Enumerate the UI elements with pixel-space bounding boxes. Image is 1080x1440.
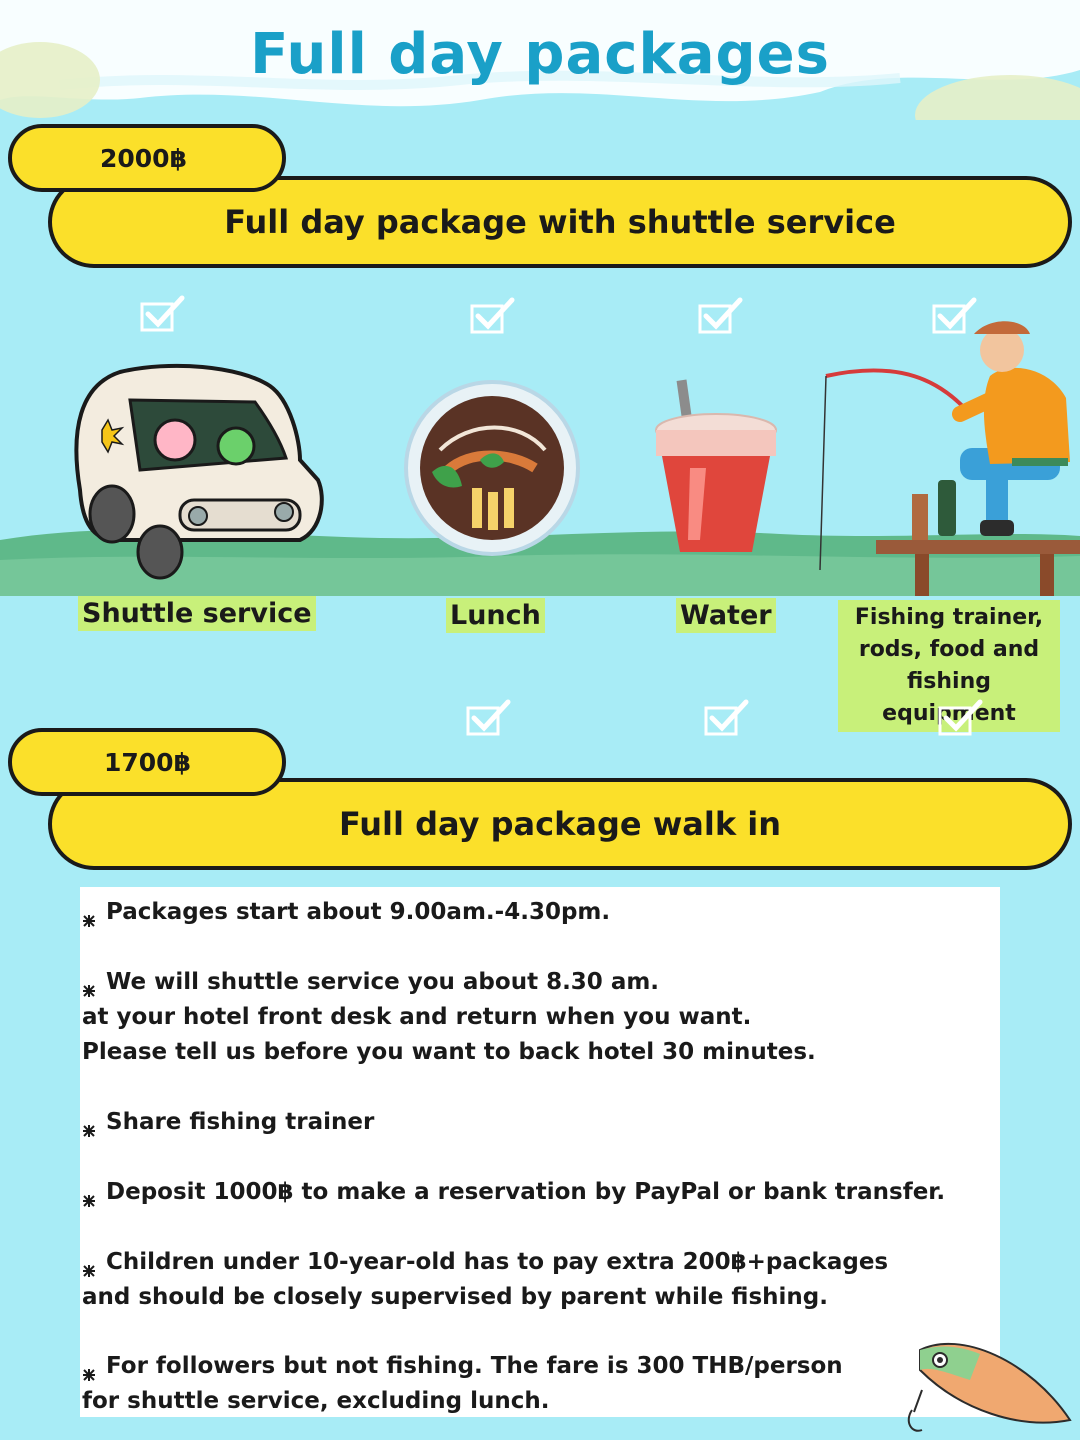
feature-label-shuttle: Shuttle service: [78, 596, 316, 631]
page-title: Full day packages: [250, 22, 830, 87]
info-item-followers: For followers but not fishing. The fare is 300 THB/person for shuttle service, excluding lunch.: [82, 1353, 843, 1414]
sparkle-bullet-icon: [82, 974, 96, 988]
info-item-shuttle: We will shuttle service you about 8.30 am. at your hotel front desk and return when you want. Please tell us before you want to back hotel 30 minutes.: [82, 969, 816, 1065]
feature-label-water: Water: [676, 598, 776, 633]
package-1-price-badge: 2000฿: [8, 124, 286, 192]
package-2-price-badge: 1700฿: [8, 728, 286, 796]
feature-label-fishing-line: Fishing trainer,: [854, 605, 1044, 630]
check-icon: [938, 698, 984, 738]
info-item-trainer: Share fishing trainer: [82, 1105, 374, 1140]
feature-label-fishing-line: fishing equipment: [882, 668, 1016, 726]
drink-cup-icon: [656, 380, 776, 552]
info-item-deposit: Deposit 1000฿ to make a reservation by PayPal or bank transfer.: [82, 1175, 945, 1210]
sparkle-bullet-icon: [82, 1358, 96, 1372]
check-icon: [704, 698, 750, 738]
features-illustration: [0, 290, 1080, 596]
sparkle-bullet-icon: [82, 1184, 96, 1198]
feature-label-lunch: Lunch: [446, 598, 545, 633]
food-bowl-icon: [406, 382, 578, 554]
check-icon: [466, 698, 512, 738]
fishing-lure-icon: [900, 1330, 1080, 1440]
package-info-box: [80, 887, 1000, 1417]
package-1-title-banner: Full day package with shuttle service: [48, 176, 1072, 268]
feature-label-fishing-line: rods, food and: [858, 636, 1040, 662]
sparkle-bullet-icon: [82, 904, 96, 918]
sparkle-bullet-icon: [82, 1114, 96, 1128]
package-2-title-banner: Full day package walk in: [48, 778, 1072, 870]
sparkle-bullet-icon: [82, 1254, 96, 1268]
info-item-children: Children under 10-year-old has to pay extra 200฿+packages and should be closely supervised by parent while fishing.: [82, 1249, 889, 1310]
info-item-hours: Packages start about 9.00am.-4.30pm.: [82, 895, 610, 930]
